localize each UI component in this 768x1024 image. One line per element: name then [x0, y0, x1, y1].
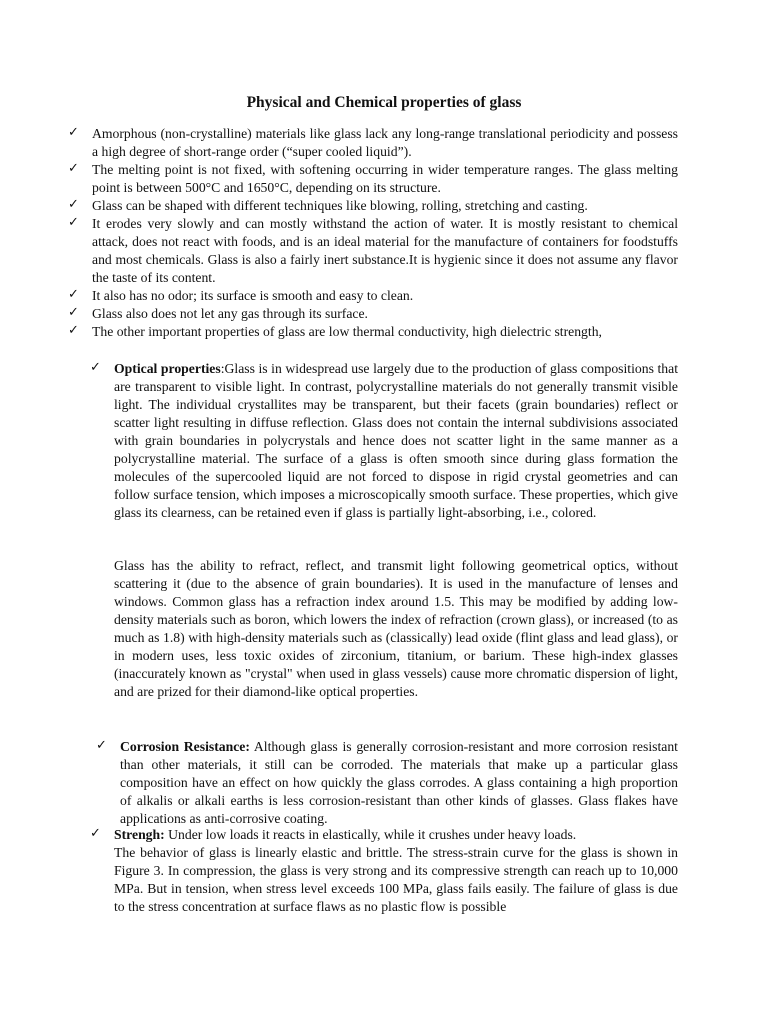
corrosion-text: Although glass is generally corrosion-resistant and more corrosion resistant than other materials, it still can be corroded. The materials that make up a particular glass composition have an effect on how quickly the glass corrodes. A glass containing a high proportion of alkalis or alkali earths is less corrosion-resistant than other kinds of glasses. Glass flakes have applications as anti-corrosive coating.	[120, 739, 678, 826]
check-icon: ✓	[90, 826, 101, 841]
check-icon: ✓	[68, 323, 79, 338]
optical-text: :Glass is in widespread use largely due to the production of glass compositions that are transparent to visible light. In contrast, polycrystalline materials do not generally transmit visible light. The individual crystallites may be transparent, but their facets (grain boundaries) reflect or scatter light resulting in diffuse reflection. Glass does not contain the internal subdivisions associated with grain boundaries in polycrystals and hence does not scatter light in the same manner as a polycrystalline material. The surface of a glass is often smooth since during glass formation the molecules of the supercooled liquid are not forced to dispose in rigid crystal geometries and can follow surface tension, which imposes a microscopically smooth surface. These properties, which give glass its clearness, can be retained even if glass is partially light-absorbing, i.e., colored.	[114, 361, 679, 520]
check-icon: ✓	[68, 287, 79, 302]
corrosion-heading: Corrosion Resistance:	[120, 739, 250, 754]
bullet-text: The melting point is not fixed, with softening occurring in wider temperature ranges. The glass melting point is between 500°C and 1650°C, depending on its structure.	[92, 162, 678, 195]
strength-heading: Strengh:	[114, 827, 165, 842]
check-icon: ✓	[68, 305, 79, 320]
bullet-text: It also has no odor; its surface is smooth and easy to clean.	[92, 288, 414, 303]
bullet-item	[68, 125, 678, 161]
strength-section	[90, 826, 678, 844]
page-title: Physical and Chemical properties of glass	[246, 94, 522, 111]
bullet-item	[68, 215, 678, 287]
bullet-text: Glass can be shaped with different techniques like blowing, rolling, stretching and casting.	[92, 198, 588, 213]
check-icon: ✓	[68, 215, 79, 230]
bullet-text: Glass also does not let any gas through its surface.	[92, 306, 368, 321]
bullet-item	[68, 305, 678, 323]
corrosion-section	[96, 738, 678, 828]
optical-section	[90, 360, 679, 522]
strength-paragraph: The behavior of glass is linearly elastic and brittle. The stress-strain curve for the glass is shown in Figure 3. In compression, the glass is very strong and its compressive strength can reach up to 10,000 MPa. But in tension, when stress level exceeds 100 MPa, glass fails easily. The failure of glass is due to the stress concentration at surface flaws as no plastic flow is possible	[114, 845, 678, 914]
optical-heading: Optical properties	[114, 361, 221, 376]
bullet-item	[68, 323, 678, 341]
bullet-text: It erodes very slowly and can mostly withstand the action of water. It is mostly resistant to chemical attack, does not react with foods, and is an ideal material for the manufacture of containers for foodstuffs and most chemicals. Glass is also a fairly inert substance.It is hygienic since it does not assume any flavor the taste of its content.	[92, 216, 678, 285]
check-icon: ✓	[68, 197, 79, 212]
bullet-text: Amorphous (non-crystalline) materials like glass lack any long-range translational periodicity and possess a high degree of short-range order (“super cooled liquid”).	[92, 126, 678, 159]
check-icon: ✓	[68, 125, 79, 140]
bullet-item	[68, 287, 678, 305]
optical-paragraph: Glass has the ability to refract, reflect, and transmit light following geometrical optics, without scattering it (due to the absence of grain boundaries). It is used in the manufacture of lenses and windows. Common glass has a refraction index around 1.5. This may be modified by adding low-density materials such as boron, which lowers the index of refraction (crown glass), or increased (to as much as 1.8) with high-density materials such as (classically) lead oxide (flint glass and lead glass), or in modern uses, less toxic oxides of zirconium, titanium, or barium. These high-index glasses (inaccurately known as "crystal" when used in glass vessels) cause more chromatic dispersion of light, and are prized for their diamond-like optical properties.	[114, 558, 678, 699]
check-icon: ✓	[90, 360, 101, 375]
bullet-text: The other important properties of glass are low thermal conductivity, high dielectric strength,	[92, 324, 602, 339]
check-icon: ✓	[96, 738, 107, 753]
bullet-item	[68, 197, 678, 215]
strength-text: Under low loads it reacts in elastically, while it crushes under heavy loads.	[164, 827, 577, 842]
bullet-item	[68, 161, 678, 197]
check-icon: ✓	[68, 161, 79, 176]
